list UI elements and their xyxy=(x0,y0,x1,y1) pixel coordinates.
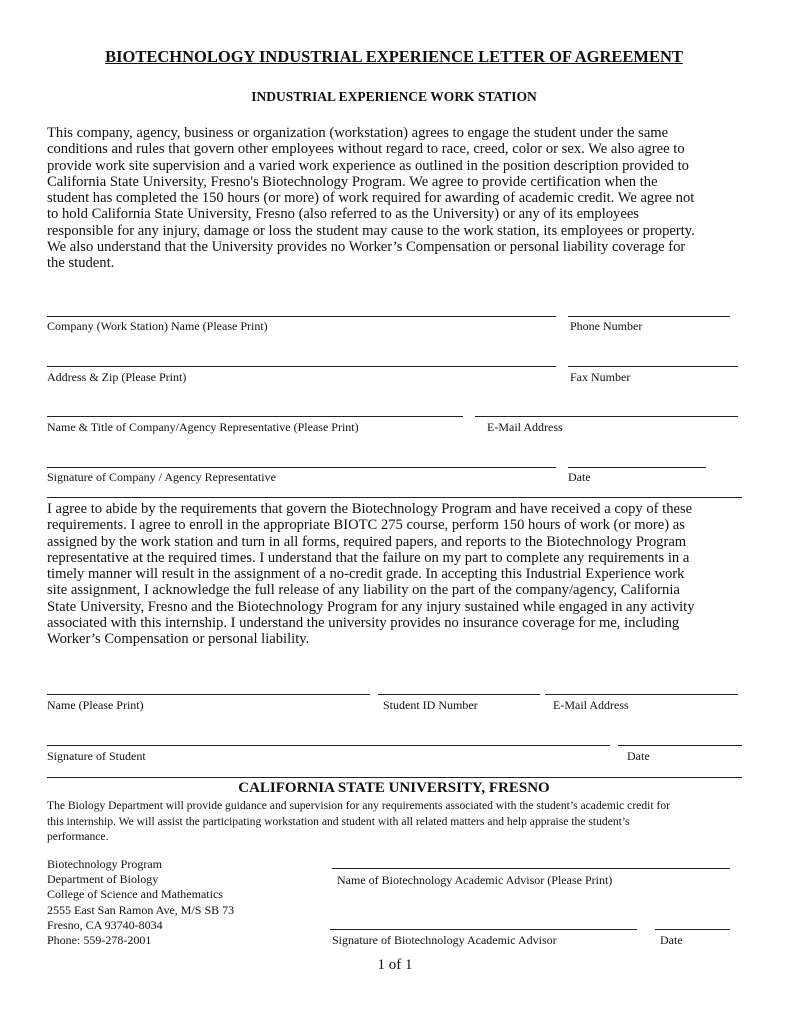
company-date-line[interactable] xyxy=(568,467,706,468)
text-line: associated with this internship. I understand the university provides no insurance coverage for me, including xyxy=(47,615,680,632)
text-line: site assignment, I acknowledge the full release of any liability on the part of the company/agency, California xyxy=(47,582,680,599)
fax-line[interactable] xyxy=(568,366,738,367)
advisor-date-label: Date xyxy=(660,933,683,947)
text-line: timely manner will result in the assignment of a no-credit grade. In accepting this Industrial Experience work xyxy=(47,566,685,583)
text-line: performance. xyxy=(47,830,109,843)
company-date-label: Date xyxy=(568,470,591,484)
advisor-date-line[interactable] xyxy=(655,929,730,930)
text-line: provide work site supervision and a varied work experience as outlined in the position description provided to xyxy=(47,157,689,174)
student-signature-line[interactable] xyxy=(47,745,610,746)
address-line-text: Biotechnology Program xyxy=(47,857,162,871)
student-email-label: E-Mail Address xyxy=(553,698,629,712)
university-heading: CALIFORNIA STATE UNIVERSITY, FRESNO xyxy=(238,780,550,796)
representative-label: Name & Title of Company/Agency Representative (Please Print) xyxy=(47,420,359,434)
phone-line[interactable] xyxy=(568,316,730,317)
document-title: BIOTECHNOLOGY INDUSTRIAL EXPERIENCE LETTER OF AGREEMENT xyxy=(105,47,683,66)
section-divider xyxy=(47,497,742,498)
section-subtitle: INDUSTRIAL EXPERIENCE WORK STATION xyxy=(251,89,537,104)
text-line: I agree to abide by the requirements that govern the Biotechnology Program and have received a copy of these xyxy=(47,501,693,517)
university-paragraph xyxy=(47,798,670,845)
student-signature-label: Signature of Student xyxy=(47,749,146,763)
section-divider xyxy=(47,777,742,778)
text-line: responsible for any injury, damage or loss the student may cause to the work station, its employees or property. xyxy=(47,222,695,239)
text-line: State University, Fresno and the Biotechnology Program for any injury sustained while engaged in any activity xyxy=(47,598,695,615)
text-line: We also understand that the University provides no Worker’s Compensation or personal liability coverage for xyxy=(47,239,686,256)
text-line: The Biology Department will provide guidance and supervision for any requirements associated with the student’s academic credit for xyxy=(47,799,670,812)
student-agreement-paragraph xyxy=(47,501,695,648)
address-line-text: College of Science and Mathematics xyxy=(47,887,223,902)
student-date-line[interactable] xyxy=(618,745,742,746)
text-line: this internship. We will assist the participating workstation and student with all related matters and help appraise the student’s xyxy=(47,814,630,828)
advisor-name-label: Name of Biotechnology Academic Advisor (Please Print) xyxy=(337,873,613,887)
fax-label: Fax Number xyxy=(570,370,631,384)
advisor-signature-label: Signature of Biotechnology Academic Advisor xyxy=(332,933,557,947)
address-line-text: Phone: 559-278-2001 xyxy=(47,933,152,948)
text-line: California State University, Fresno's Biotechnology Program. We agree to provide certification when the xyxy=(47,173,658,190)
company-name-label: Company (Work Station) Name (Please Print) xyxy=(47,319,268,333)
workstation-agreement-paragraph xyxy=(47,125,695,272)
representative-signature-line[interactable] xyxy=(47,467,556,468)
representative-line[interactable] xyxy=(47,416,463,417)
text-line: requirements. I agree to enroll in the appropriate BIOTC 275 course, perform 150 hours of work (or more) as xyxy=(47,517,685,534)
address-label: Address & Zip (Please Print) xyxy=(47,370,187,384)
student-email-line[interactable] xyxy=(545,694,738,695)
address-line-text: Department of Biology xyxy=(47,872,159,887)
student-name-line[interactable] xyxy=(47,694,370,695)
text-line: the student. xyxy=(47,255,115,272)
text-line: student has completed the 150 hours (or more) of work required for awarding of academic credit. We agree not xyxy=(47,190,695,207)
address-line[interactable] xyxy=(47,366,556,367)
text-line: conditions and rules that govern other employees without regard to race, creed, color or sex. We also agree to xyxy=(47,141,685,158)
text-line: This company, agency, business or organization (workstation) agrees to engage the student under the same xyxy=(47,125,669,141)
department-address xyxy=(47,857,234,948)
text-line: representative at the required times. I understand that the failure on my part to complete any requirements in a xyxy=(47,549,690,566)
page-number: 1 of 1 xyxy=(377,957,413,973)
phone-label: Phone Number xyxy=(570,319,643,333)
student-name-label: Name (Please Print) xyxy=(47,698,144,712)
address-line-text: Fresno, CA 93740-8034 xyxy=(47,917,163,932)
company-email-line[interactable] xyxy=(475,416,738,417)
student-id-label: Student ID Number xyxy=(383,698,478,712)
advisor-name-line[interactable] xyxy=(332,868,730,869)
company-email-label: E-Mail Address xyxy=(487,420,563,434)
text-line: to hold California State University, Fresno (also referred to as the University) or any of its employees xyxy=(47,206,639,223)
student-id-line[interactable] xyxy=(378,694,540,695)
representative-signature-label: Signature of Company / Agency Representative xyxy=(47,470,276,484)
address-line-text: 2555 East San Ramon Ave, M/S SB 73 xyxy=(47,902,235,917)
student-date-label: Date xyxy=(627,749,650,763)
company-name-line[interactable] xyxy=(47,316,556,317)
text-line: Worker’s Compensation or personal liability. xyxy=(47,631,310,648)
text-line: assigned by the work station and turn in all forms, required papers, and reports to the Biotechnology Program xyxy=(47,533,687,550)
advisor-signature-line[interactable] xyxy=(330,929,637,930)
